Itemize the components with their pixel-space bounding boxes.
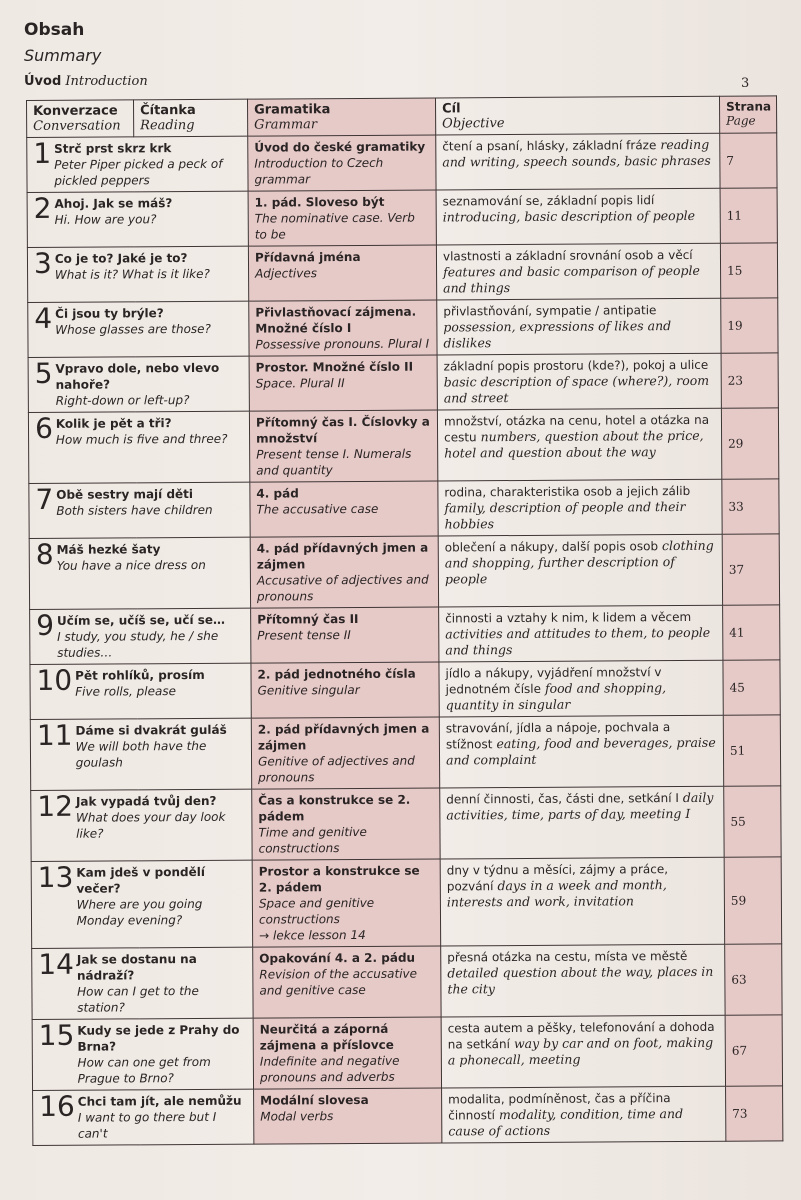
- lesson-title-cz: Kolik je pět a tři?: [55, 416, 172, 431]
- lesson-row: [31, 786, 781, 862]
- lesson-objective-en: detailed question about the way, places in the city: [447, 963, 714, 997]
- lesson-conversation-cell: [31, 860, 253, 948]
- lesson-row: [29, 479, 779, 539]
- lesson-objective-cell: [437, 298, 721, 355]
- lesson-objective-en: days in a week and month, interests and work, invitation: [446, 877, 667, 910]
- header-reading-en: Reading: [140, 117, 195, 134]
- lesson-objective-cell: [442, 1086, 726, 1143]
- lesson-objective-cell: [439, 605, 723, 662]
- lesson-grammar-cell: [251, 607, 439, 663]
- lesson-grammar-cell: [252, 859, 441, 947]
- lesson-objective-cz: rodina, charakteristika osob a jejich zálib: [444, 483, 691, 500]
- lesson-grammar-en: Introduction to Czech grammar: [254, 155, 384, 187]
- lesson-grammar-cz: Prostor a konstrukce se 2. pádem: [258, 863, 420, 895]
- lesson-objective: [448, 1090, 719, 1140]
- lesson-page-number: 33: [722, 479, 779, 534]
- lesson-conversation-cell: [27, 136, 248, 192]
- lesson-grammar: [257, 540, 432, 605]
- lesson-grammar-en: Genitive singular: [257, 682, 360, 698]
- lesson-conversation-text: [55, 360, 242, 409]
- lesson-objective-cz: cesta autem a pěšky, telefonování a dohoda na setkání: [447, 1019, 715, 1052]
- lesson-grammar-cz: Opakování 4. a 2. pádu: [259, 950, 416, 966]
- lesson-conversation: [34, 301, 242, 338]
- lesson-number: 10: [36, 663, 73, 697]
- lesson-grammar-en: Present tense I. Numerals and quantity: [256, 446, 412, 478]
- lesson-conversation-cell: [28, 301, 249, 357]
- lesson-objective-en: reading and writing, speech sounds, basic phrases: [442, 136, 711, 170]
- header-objective: [435, 96, 719, 135]
- lesson-row: [27, 188, 777, 248]
- header-objective-cz: Cíl: [442, 101, 461, 117]
- lesson-conversation-cell: [30, 718, 251, 790]
- lesson-grammar-cell: [248, 190, 436, 246]
- lesson-row: [30, 715, 780, 791]
- lesson-conversation: [37, 860, 246, 929]
- lesson-objective-en: modality, condition, time and cause of actions: [448, 1106, 684, 1139]
- lesson-objective-cell: [436, 243, 720, 300]
- lesson-grammar-en: Time and genitive constructions: [258, 824, 367, 856]
- contents-table-body: [27, 133, 783, 1146]
- lesson-grammar: [256, 359, 431, 392]
- lesson-conversation-cell: [28, 356, 249, 412]
- page-subtitle: Summary: [24, 46, 102, 65]
- lesson-objective-cz: oblečení a nákupy, další popis osob: [444, 539, 659, 555]
- lesson-grammar-cell: [249, 300, 437, 356]
- lesson-grammar-cz: Přídavná jména: [254, 249, 361, 265]
- lesson-objective-cz: vlastnosti a základní srovnání osob a věcí: [442, 247, 693, 264]
- lesson-row: [30, 660, 780, 720]
- lesson-objective-cell: [439, 660, 723, 717]
- lesson-title-en: Where are you going Monday evening?: [76, 896, 203, 928]
- lesson-conversation: [34, 411, 243, 448]
- lesson-row: [33, 1086, 783, 1146]
- lesson-objective: [444, 483, 715, 533]
- lesson-conversation-text: [57, 541, 206, 574]
- lesson-objective-cz: seznamování se, základní popis lidí: [442, 193, 655, 209]
- lesson-conversation: [38, 947, 246, 1016]
- lesson-grammar-cz: Přítomný čas I. Číslovky a množství: [255, 414, 430, 446]
- lesson-grammar-note: → lekce lesson 14: [259, 927, 366, 943]
- lesson-objective: [447, 861, 718, 911]
- lesson-conversation: [34, 356, 243, 409]
- lesson-page-number: 19: [721, 298, 778, 353]
- lesson-conversation-text: [77, 951, 247, 1016]
- lesson-number: 12: [37, 789, 74, 823]
- table-header-row: [27, 96, 777, 138]
- lesson-grammar-cell: [248, 135, 436, 191]
- lesson-title-cz: Jak vypadá tvůj den?: [75, 793, 217, 809]
- lesson-grammar-en: The accusative case: [256, 501, 379, 517]
- lesson-page-number: 51: [723, 715, 780, 786]
- lesson-title-cz: Máš hezké šaty: [56, 542, 161, 557]
- lesson-conversation: [36, 608, 244, 661]
- lesson-page-number: 63: [725, 944, 782, 1015]
- header-conversation-en: Conversation: [33, 118, 121, 134]
- lesson-row: [27, 133, 777, 193]
- lesson-objective-cell: [441, 944, 725, 1017]
- lesson-grammar-cell: [251, 662, 439, 718]
- lesson-conversation-text: [75, 667, 205, 700]
- lesson-objective: [443, 302, 714, 352]
- lesson-objective-cz: množství, otázka na cenu, hotel a otázka na cestu: [443, 412, 710, 445]
- intro-label-en: Introduction: [65, 74, 148, 89]
- lesson-conversation-cell: [30, 663, 251, 719]
- header-reading: [134, 99, 248, 137]
- lesson-row: [30, 605, 780, 665]
- lesson-title-en: Hi. How are you?: [54, 212, 157, 227]
- lesson-conversation-text: [56, 415, 228, 448]
- lesson-conversation: [36, 663, 244, 700]
- lesson-conversation: [35, 537, 244, 574]
- lesson-objective: [445, 538, 716, 588]
- lesson-grammar-en: Space. Plural II: [255, 376, 345, 391]
- lesson-title-cz: Strč prst skrz krk: [54, 141, 172, 156]
- lesson-objective: [448, 1019, 719, 1069]
- lesson-objective-cz: základní popis prostoru (kde?), pokoj a ulice: [443, 357, 709, 374]
- lesson-title-cz: Vpravo dole, nebo vlevo nahoře?: [55, 360, 220, 392]
- lesson-objective: [443, 192, 714, 226]
- lesson-objective-cell: [437, 408, 721, 481]
- lesson-title-cz: Obě sestry mají děti: [56, 486, 194, 502]
- lesson-row: [28, 298, 778, 358]
- lesson-conversation-cell: [29, 482, 250, 538]
- lesson-number: 5: [34, 356, 53, 390]
- lesson-conversation-text: [76, 793, 246, 842]
- lesson-objective-cz: modalita, podmíněnost, čas a příčina činností: [448, 1091, 671, 1123]
- lesson-grammar-en: Space and genitive constructions: [258, 895, 375, 927]
- lesson-grammar: [255, 249, 430, 282]
- lesson-objective-en: features and basic comparison of people and things: [443, 262, 700, 296]
- lesson-objective: [445, 664, 716, 714]
- header-conversation-cz: Konverzace: [33, 103, 118, 119]
- lesson-objective-cz: jídlo a nákupy, vyjádření množství v jednotném čísle: [445, 665, 662, 697]
- lesson-row: [31, 857, 782, 949]
- lesson-number: 16: [39, 1089, 75, 1123]
- lesson-objective-cz: činnosti a vztahy k nim, k lidem a věcem: [445, 609, 692, 626]
- lesson-objective: [444, 412, 715, 462]
- lesson-objective-en: clothing and shopping, further description of people: [444, 537, 714, 587]
- lesson-grammar: [254, 139, 429, 188]
- lesson-grammar: [255, 194, 430, 243]
- lesson-page-number: 41: [723, 605, 780, 660]
- lesson-conversation-text: [76, 864, 246, 929]
- lesson-page-number: 45: [723, 660, 780, 715]
- lesson-conversation: [33, 191, 242, 228]
- lesson-page-number: 15: [720, 243, 777, 298]
- lesson-objective-en: food and shopping, quantity in singular: [445, 680, 667, 713]
- lesson-objective: [446, 790, 717, 824]
- lesson-grammar-cz: Prostor. Množné číslo II: [255, 359, 414, 375]
- lesson-title-en: I study, you study, he / she studies…: [57, 628, 219, 660]
- lesson-grammar: [257, 611, 432, 644]
- lesson-objective-cz: čtení a psaní, hlásky, základní fráze: [442, 138, 657, 154]
- lesson-grammar-en: Accusative of adjectives and pronouns: [256, 572, 429, 604]
- lesson-grammar-cz: Přivlastňovací zájmena. Množné číslo I: [255, 304, 417, 336]
- lesson-grammar-en: Indefinite and negative pronouns and adverbs: [259, 1053, 400, 1085]
- lesson-page-number: 11: [720, 188, 777, 243]
- lesson-grammar-cell: [253, 946, 441, 1018]
- lesson-conversation-cell: [28, 411, 249, 483]
- lesson-grammar-cell: [250, 481, 438, 537]
- lesson-grammar-en: Modal verbs: [260, 1109, 334, 1124]
- lesson-page-number: 23: [721, 353, 778, 408]
- lesson-objective-en: introducing, basic description of people: [442, 207, 696, 225]
- lesson-objective-en: family, description of people and their hobbies: [444, 498, 686, 532]
- intro-label-cz: Úvod: [24, 74, 62, 89]
- lesson-grammar: [260, 1092, 435, 1125]
- lesson-objective-en: possession, expressions of likes and dislikes: [443, 318, 672, 351]
- lesson-number: 9: [36, 608, 55, 642]
- lesson-number: 7: [35, 482, 54, 516]
- lesson-grammar-cz: 1. pád. Sloveso být: [254, 194, 385, 210]
- lesson-title-cz: Co je to? Jaké je to?: [54, 251, 188, 266]
- lesson-title-en: I want to go there but I can't: [77, 1109, 217, 1141]
- lesson-title-en: Whose glasses are those?: [55, 321, 211, 337]
- lesson-conversation-text: [54, 140, 241, 189]
- lesson-objective-cz: stravování, jídla a nápoje, pochvala a stížnost: [445, 720, 671, 752]
- lesson-conversation: [39, 1089, 247, 1142]
- lesson-number: 14: [38, 947, 75, 981]
- lesson-conversation-cell: [30, 608, 251, 664]
- lesson-objective-cell: [438, 479, 722, 536]
- lesson-number: 15: [38, 1018, 75, 1052]
- lesson-title-cz: Kam jdeš v pondělí večer?: [76, 864, 205, 896]
- lesson-grammar: [258, 721, 433, 786]
- lesson-grammar-cell: [253, 1017, 441, 1089]
- lesson-objective: [446, 719, 717, 769]
- lesson-conversation-cell: [32, 1018, 253, 1090]
- lesson-title-en: What does your day look like?: [75, 809, 226, 841]
- header-grammar-cz: Gramatika: [254, 102, 331, 118]
- lesson-grammar: [257, 666, 432, 699]
- lesson-conversation-text: [55, 305, 211, 338]
- lesson-grammar-cell: [252, 788, 440, 860]
- lesson-title-cz: Dáme si dvakrát guláš: [75, 722, 227, 738]
- contents-table: [26, 95, 783, 1146]
- lesson-conversation-cell: [32, 947, 253, 1019]
- lesson-row: [32, 1015, 782, 1091]
- lesson-objective-en: numbers, question about the price, hotel and question about the way: [444, 427, 704, 461]
- lesson-objective-cell: [439, 715, 723, 788]
- lesson-grammar-cell: [254, 1088, 442, 1144]
- lesson-row: [28, 353, 778, 413]
- lesson-title-en: Five rolls, please: [75, 684, 176, 699]
- lesson-grammar: [258, 792, 433, 857]
- lesson-objective-cell: [440, 786, 724, 859]
- header-page-en: Page: [726, 113, 756, 128]
- lesson-number: 6: [34, 411, 53, 445]
- lesson-title-cz: Učím se, učíš se, učí se…: [56, 612, 226, 628]
- lesson-objective-en: way by car and on foot, making a phonecall, meeting: [447, 1034, 714, 1068]
- lesson-title-cz: Pět rohlíků, prosím: [75, 667, 205, 683]
- lesson-conversation-cell: [33, 1089, 254, 1145]
- lesson-number: 1: [33, 136, 52, 170]
- lesson-objective-en: basic description of space (where?), room and street: [443, 372, 710, 406]
- lesson-title-en: What is it? What is it like?: [54, 266, 210, 282]
- lesson-title-en: Right-down or left-up?: [55, 393, 190, 408]
- lesson-grammar-cz: 2. pád přídavných jmen a zájmen: [257, 721, 430, 753]
- lesson-conversation-text: [54, 195, 172, 228]
- lesson-conversation-cell: [27, 191, 248, 247]
- lesson-number: 2: [33, 191, 52, 225]
- lesson-title-cz: Chci tam jít, ale nemůžu: [77, 1093, 242, 1109]
- lesson-grammar-cz: 2. pád jednotného čísla: [257, 666, 416, 682]
- lesson-conversation-text: [77, 1022, 247, 1087]
- lesson-number: 4: [34, 301, 53, 335]
- lesson-grammar-cz: 4. pád: [256, 486, 299, 501]
- lesson-objective: [442, 137, 713, 171]
- lesson-objective-en: daily activities, time, parts of day, meeting I: [446, 789, 714, 823]
- lesson-number: 11: [36, 718, 73, 752]
- lesson-objective-cell: [438, 534, 722, 607]
- lesson-objective-cell: [441, 1015, 725, 1088]
- lesson-objective-cell: [436, 133, 720, 190]
- lesson-page-number: 37: [722, 534, 779, 605]
- lesson-title-cz: Ahoj. Jak se máš?: [54, 196, 173, 211]
- lesson-conversation-cell: [31, 789, 252, 861]
- lesson-page-number: 55: [724, 786, 781, 857]
- lesson-objective-en: activities and attitudes to them, to people and things: [445, 624, 711, 658]
- lesson-objective-cell: [440, 857, 725, 946]
- lesson-grammar-en: Adjectives: [255, 266, 318, 281]
- lesson-conversation: [36, 718, 245, 771]
- intro-entry: [24, 74, 148, 89]
- lesson-grammar-cz: Úvod do české gramatiky: [254, 139, 426, 155]
- lesson-grammar-en: Possessive pronouns. Plural I: [255, 336, 430, 352]
- lesson-conversation-text: [56, 486, 212, 519]
- lesson-title-cz: Či jsou ty brýle?: [55, 306, 164, 321]
- lesson-objective: [447, 948, 718, 998]
- lesson-grammar-en: The nominative case. Verb to be: [254, 210, 415, 242]
- lesson-grammar: [255, 304, 430, 353]
- lesson-title-cz: Jak se dostanu na nádraží?: [76, 951, 197, 983]
- lesson-grammar-en: Genitive of adjectives and pronouns: [258, 753, 415, 785]
- page-title: Obsah: [24, 20, 85, 40]
- header-page: [719, 96, 776, 133]
- lesson-number: 13: [37, 860, 74, 894]
- lesson-page-number: 29: [721, 408, 778, 479]
- lesson-objective: [443, 247, 714, 297]
- lesson-grammar: [256, 414, 431, 479]
- lesson-grammar: [256, 485, 431, 518]
- lesson-grammar: [259, 863, 434, 944]
- lesson-objective-cz: přesná otázka na cestu, místa ve městě: [447, 948, 688, 965]
- lesson-grammar-cell: [249, 410, 437, 482]
- lesson-objective: [445, 609, 716, 659]
- lesson-grammar-cz: Přítomný čas II: [257, 611, 359, 627]
- lesson-objective: [444, 357, 715, 407]
- header-grammar-en: Grammar: [254, 117, 318, 133]
- lesson-grammar-cz: Modální slovesa: [260, 1092, 369, 1108]
- lesson-objective-cz: dny v týdnu a měsíci, zájmy a práce, pozvání: [446, 862, 669, 894]
- header-conversation: [27, 100, 134, 138]
- lesson-title-en: How much is five and three?: [55, 431, 228, 447]
- lesson-conversation: [33, 246, 242, 283]
- lesson-page-number: 7: [720, 133, 777, 188]
- lesson-conversation-text: [78, 1093, 248, 1142]
- lesson-row: [27, 243, 777, 303]
- lesson-page-number: 67: [725, 1015, 782, 1086]
- lesson-grammar-cell: [249, 355, 437, 411]
- lesson-title-en: You have a nice dress on: [56, 557, 206, 573]
- lesson-grammar-cz: Čas a konstrukce se 2. pádem: [258, 792, 411, 824]
- lesson-title-cz: Kudy se jede z Prahy do Brna?: [77, 1022, 240, 1054]
- lesson-conversation-cell: [27, 246, 248, 302]
- lesson-grammar-cz: 4. pád přídavných jmen a zájmen: [256, 540, 429, 572]
- intro-page-number: 3: [741, 76, 750, 91]
- header-reading-cz: Čítanka: [140, 102, 196, 119]
- lesson-conversation-text: [55, 250, 210, 283]
- lesson-grammar-cell: [250, 536, 438, 608]
- lesson-conversation-text: [57, 612, 244, 661]
- lesson-grammar: [259, 950, 434, 999]
- lesson-row: [29, 534, 779, 610]
- lesson-objective-cell: [436, 188, 720, 245]
- lesson-number: 8: [35, 537, 54, 571]
- lesson-grammar-en: Revision of the accusative and genitive case: [259, 966, 418, 998]
- lesson-title-en: We will both have the goulash: [75, 738, 207, 770]
- lesson-conversation: [35, 482, 243, 519]
- lesson-title-en: How can I get to the station?: [77, 983, 199, 1015]
- lesson-page-number: 73: [726, 1086, 783, 1141]
- lesson-title-en: How can one get from Prague to Brno?: [77, 1054, 211, 1086]
- header-objective-en: Objective: [442, 116, 505, 132]
- lesson-title-en: Both sisters have children: [56, 502, 213, 518]
- lesson-objective-cell: [437, 353, 721, 410]
- lesson-conversation-text: [75, 722, 245, 771]
- header-grammar: [247, 98, 435, 136]
- lesson-grammar-cell: [251, 717, 439, 789]
- header-page-cz: Strana: [726, 99, 772, 114]
- lesson-page-number: 59: [724, 857, 782, 944]
- lesson-number: 3: [33, 246, 52, 280]
- lesson-row: [28, 408, 778, 484]
- lesson-conversation-cell: [29, 537, 250, 609]
- lesson-objective-cz: přivlastňování, sympatie / antipatie: [443, 303, 657, 319]
- lesson-conversation: [37, 789, 245, 842]
- lesson-grammar: [260, 1021, 435, 1086]
- lesson-grammar-cell: [248, 245, 436, 301]
- lesson-row: [32, 944, 782, 1020]
- lesson-conversation: [33, 136, 241, 189]
- lesson-grammar-cz: Neurčitá a záporná zájmena a příslovce: [259, 1021, 394, 1053]
- lesson-conversation: [38, 1018, 247, 1087]
- lesson-grammar-en: Present tense II: [257, 628, 351, 643]
- lesson-objective-cz: denní činnosti, čas, části dne, setkání I: [446, 791, 679, 807]
- lesson-objective-en: eating, food and beverages, praise and complaint: [445, 734, 716, 768]
- lesson-title-en: Peter Piper picked a peck of pickled peppers: [54, 156, 223, 188]
